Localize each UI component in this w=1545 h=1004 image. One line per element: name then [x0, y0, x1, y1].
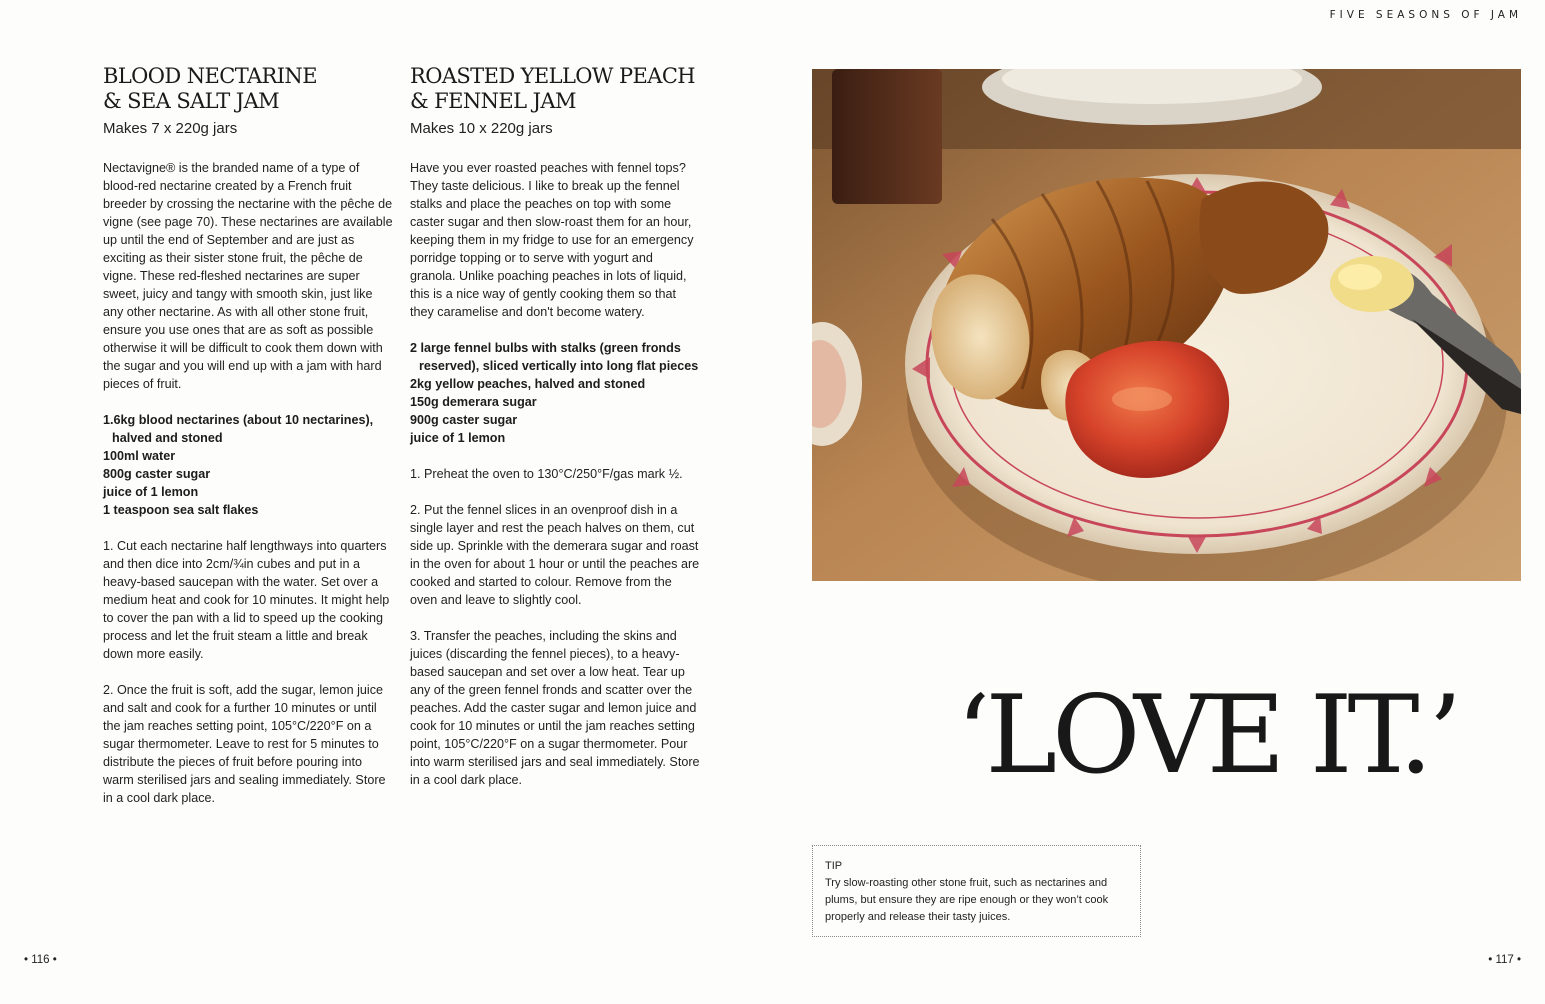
recipe-roasted-peach	[410, 64, 700, 789]
tip-box	[812, 845, 1141, 937]
recipe-intro: Have you ever roasted peaches with fennel tops? They taste delicious. I like to break up the fennel stalks and place the peaches on top with some caster sugar and then slow-roast them for an hour, keeping them in my fridge to use for an emergency porridge topping or to serve with yogurt and granola. Unlike poaching peaches in lots of liquid, this is a nice way of gently cooking them so that they caramelise and don't become watery.	[410, 161, 694, 319]
ingredient-item: 2kg yellow peaches, halved and stoned	[410, 377, 646, 391]
recipe-title-line-1: ROASTED YELLOW PEACH	[410, 64, 695, 88]
recipe-title-line-2: & FENNEL JAM	[410, 89, 576, 113]
running-head: FIVE SEASONS OF JAM	[1329, 9, 1522, 21]
ingredient-list	[410, 339, 700, 447]
method-step: 1. Cut each nectarine half lengthways into quarters and then dice into 2cm/¾in cubes and put in a heavy-based saucepan with the water. Set over a medium heat and cook for 10 minutes. It might help to cover the pan with a lid to speed up the cooking process and let the fruit steam a little and break down more easily.	[103, 539, 390, 661]
ingredient-item: 100ml water	[103, 449, 176, 463]
ingredient-item: 150g demerara sugar	[410, 395, 537, 409]
method-step: 1. Preheat the oven to 130°C/250°F/gas mark ½.	[410, 467, 683, 481]
method-step: 2. Put the fennel slices in an ovenproof dish in a single layer and rest the peach halves on them, cut side up. Sprinkle with the demerara sugar and roast in the oven for about 1 hour or until the peaches are cooked and started to colour. Remove from the oven and leave to slightly cool.	[410, 503, 700, 607]
page-number-right: • 117 •	[1488, 954, 1521, 966]
ingredient-item: 2 large fennel bulbs with stalks (green fronds reserved), sliced vertically into long flat pieces	[410, 341, 699, 373]
recipe-blood-nectarine	[103, 64, 393, 807]
tip-label: TIP	[825, 860, 843, 872]
ingredient-item: 800g caster sugar	[103, 467, 211, 481]
recipe-yield: Makes 7 x 220g jars	[103, 120, 238, 137]
recipe-yield: Makes 10 x 220g jars	[410, 120, 553, 137]
tip-text: Try slow-roasting other stone fruit, such as nectarines and plums, but ensure they are ripe enough or they won’t cook properly and release their tasty juices.	[825, 877, 1109, 923]
ingredient-item: juice of 1 lemon	[103, 485, 199, 499]
method-step: 2. Once the fruit is soft, add the sugar, lemon juice and salt and cook for a further 10 minutes or until the jam reaches setting point, 105°C/220°F on a sugar thermometer. Leave to rest for 5 minutes to distribute the pieces of fruit before pouring into warm sterilised jars and sealing immediately. Store in a cool dark place.	[103, 683, 386, 805]
ingredient-item: juice of 1 lemon	[410, 431, 506, 445]
page-number-left: • 116 •	[24, 954, 57, 966]
croissant-jam-photo	[812, 69, 1521, 581]
ingredient-item: 1 teaspoon sea salt flakes	[103, 503, 259, 517]
recipe-title-line-1: BLOOD NECTARINE	[103, 64, 317, 88]
recipe-title-line-2: & SEA SALT JAM	[103, 89, 280, 113]
recipe-intro: Nectavigne® is the branded name of a type of blood-red nectarine created by a French fruit breeder by crossing the nectarine with the pêche de vigne (see page 70). These nectarines are available up until the end of September and are just as exciting as their sister stone fruit, the pêche de vigne. These red-fleshed nectarines are super sweet, juicy and tangy with smooth skin, just like any other nectarine. As with all other stone fruit, ensure you use ones that are as soft as possible otherwise it will be difficult to cook them down with the sugar and you will end up with a jam with hard pieces of fruit.	[103, 161, 393, 391]
pull-quote: ‘LOVE IT.’	[956, 673, 1458, 798]
ingredient-item: 1.6kg blood nectarines (about 10 nectarines), halved and stoned	[103, 413, 374, 445]
ingredient-item: 900g caster sugar	[410, 413, 518, 427]
recipe-title	[410, 64, 700, 114]
recipe-title	[103, 64, 393, 114]
method-step: 3. Transfer the peaches, including the skins and juices (discarding the fennel pieces), to a heavy-based saucepan and set over a low heat. Tear up any of the green fennel fronds and scatter over the peaches. Add the caster sugar and lemon juice and cook for 10 minutes or until the jam reaches setting point, 105°C/220°F on a sugar thermometer. Pour into warm sterilised jars and seal immediately. Store in a cool dark place.	[410, 629, 700, 787]
ingredient-list	[103, 411, 393, 519]
